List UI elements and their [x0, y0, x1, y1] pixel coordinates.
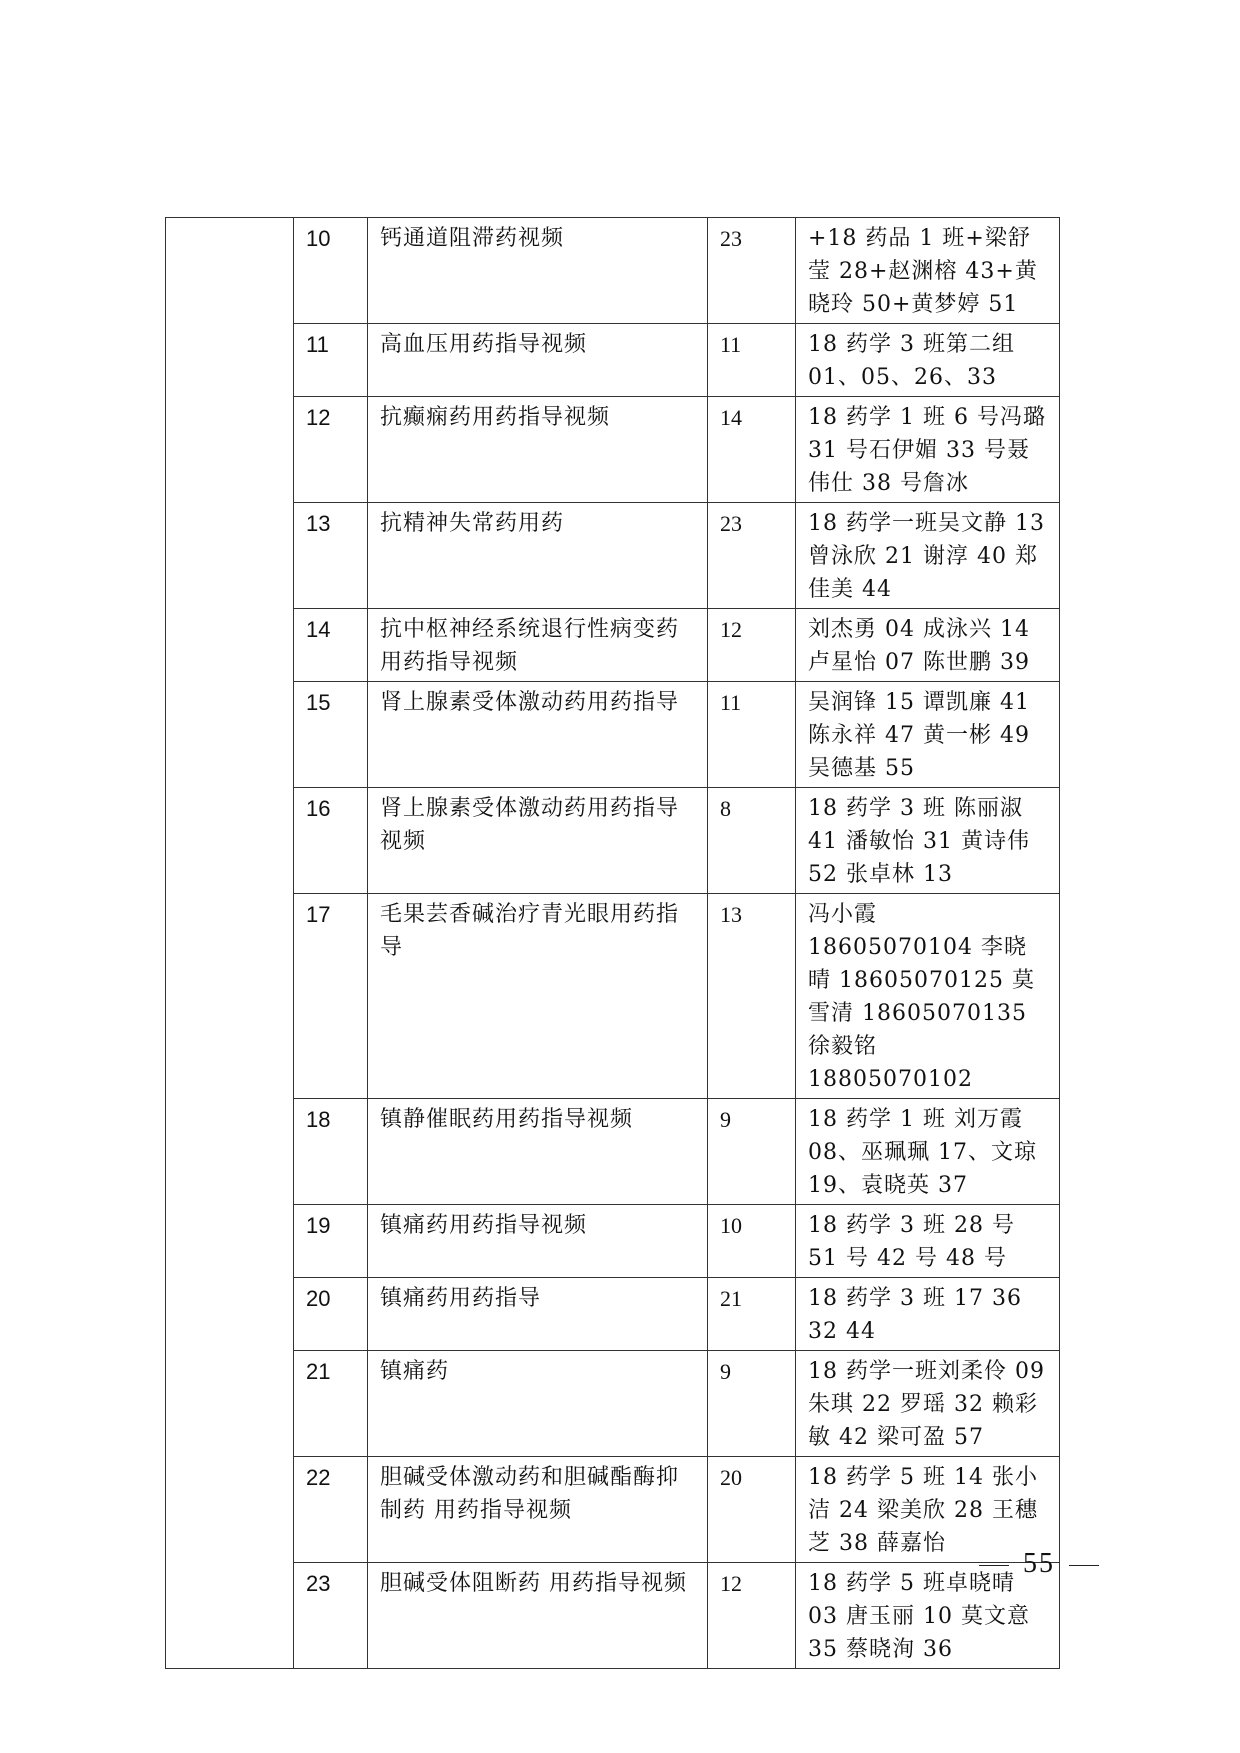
member-count-cell: 20: [708, 1457, 796, 1563]
member-count-cell: 13: [708, 894, 796, 1099]
project-title-cell: 胆碱受体激动药和胆碱酯酶抑制药 用药指导视频: [368, 1457, 708, 1563]
members-cell: 18 药学 3 班 陈丽淑 41 潘敏怡 31 黄诗伟 52 张卓林 13: [796, 788, 1060, 894]
project-title-cell: 镇痛药用药指导: [368, 1278, 708, 1351]
project-title-cell: 抗精神失常药用药: [368, 503, 708, 609]
members-cell: 18 药学 1 班 刘万霞 08、巫珮珮 17、文琼 19、袁晓英 37: [796, 1099, 1060, 1205]
table-row: [166, 1351, 1060, 1457]
members-cell: 18 药学 3 班第二组 01、05、26、33: [796, 324, 1060, 397]
table-row: [166, 1099, 1060, 1205]
members-cell: +18 药品 1 班+梁舒莹 28+赵渊榕 43+黄晓玲 50+黄梦婷 51: [796, 218, 1060, 324]
project-table: [165, 217, 1060, 1669]
table-row: [166, 1563, 1060, 1669]
members-cell: 18 药学 5 班 14 张小洁 24 梁美欣 28 王穗芝 38 薛嘉怡: [796, 1457, 1060, 1563]
members-cell: 18 药学 3 班 28 号 51 号 42 号 48 号: [796, 1205, 1060, 1278]
project-title-cell: 钙通道阻滞药视频: [368, 218, 708, 324]
members-cell: 18 药学一班吴文静 13 曾泳欣 21 谢淳 40 郑佳美 44: [796, 503, 1060, 609]
row-number-cell: 14: [294, 609, 368, 682]
member-count-cell: 21: [708, 1278, 796, 1351]
members-cell: 吴润锋 15 谭凯廉 41 陈永祥 47 黄一彬 49 吴德基 55: [796, 682, 1060, 788]
table-body: [166, 218, 1060, 1669]
member-count-cell: 23: [708, 503, 796, 609]
members-cell: 18 药学 5 班卓晓晴 03 唐玉丽 10 莫文意 35 蔡晓洵 36: [796, 1563, 1060, 1669]
project-title-cell: 胆碱受体阻断药 用药指导视频: [368, 1563, 708, 1669]
row-number-cell: 12: [294, 397, 368, 503]
row-number-cell: 20: [294, 1278, 368, 1351]
table-row: [166, 324, 1060, 397]
member-count-cell: 23: [708, 218, 796, 324]
project-title-cell: 抗癫痫药用药指导视频: [368, 397, 708, 503]
member-count-cell: 11: [708, 682, 796, 788]
page-dash-left: [979, 1565, 1009, 1566]
row-number-cell: 15: [294, 682, 368, 788]
row-number-cell: 18: [294, 1099, 368, 1205]
project-title-cell: 毛果芸香碱治疗青光眼用药指导: [368, 894, 708, 1099]
row-number-cell: 21: [294, 1351, 368, 1457]
member-count-cell: 9: [708, 1099, 796, 1205]
table-row: [166, 397, 1060, 503]
members-cell: 18 药学 1 班 6 号冯璐 31 号石伊媚 33 号聂伟仕 38 号詹冰: [796, 397, 1060, 503]
table-row: [166, 894, 1060, 1099]
table-row: [166, 609, 1060, 682]
table-row: [166, 788, 1060, 894]
project-title-cell: 高血压用药指导视频: [368, 324, 708, 397]
table-row: [166, 503, 1060, 609]
row-number-cell: 16: [294, 788, 368, 894]
member-count-cell: 10: [708, 1205, 796, 1278]
row-number-cell: 22: [294, 1457, 368, 1563]
member-count-cell: 11: [708, 324, 796, 397]
table-row: [166, 1278, 1060, 1351]
member-count-cell: 14: [708, 397, 796, 503]
members-cell: 18 药学一班刘柔伶 09 朱琪 22 罗瑶 32 赖彩敏 42 梁可盈 57: [796, 1351, 1060, 1457]
member-count-cell: 8: [708, 788, 796, 894]
page-dash-right: [1069, 1565, 1099, 1566]
row-number-cell: 17: [294, 894, 368, 1099]
page-number: [965, 1548, 1113, 1580]
row-number-cell: 13: [294, 503, 368, 609]
table-row: [166, 682, 1060, 788]
project-title-cell: 肾上腺素受体激动药用药指导: [368, 682, 708, 788]
row-number-cell: 10: [294, 218, 368, 324]
project-title-cell: 镇静催眠药用药指导视频: [368, 1099, 708, 1205]
project-title-cell: 抗中枢神经系统退行性病变药用药指导视频: [368, 609, 708, 682]
members-cell: 18 药学 3 班 17 36 32 44: [796, 1278, 1060, 1351]
member-count-cell: 9: [708, 1351, 796, 1457]
member-count-cell: 12: [708, 609, 796, 682]
project-title-cell: 肾上腺素受体激动药用药指导视频: [368, 788, 708, 894]
table-row: [166, 1457, 1060, 1563]
table-row: [166, 218, 1060, 324]
page-number-text: 55: [1023, 1548, 1055, 1579]
members-cell: 刘杰勇 04 成泳兴 14 卢星怡 07 陈世鹏 39: [796, 609, 1060, 682]
category-cell: [166, 218, 294, 1669]
project-title-cell: 镇痛药用药指导视频: [368, 1205, 708, 1278]
row-number-cell: 19: [294, 1205, 368, 1278]
table-row: [166, 1205, 1060, 1278]
row-number-cell: 11: [294, 324, 368, 397]
row-number-cell: 23: [294, 1563, 368, 1669]
project-title-cell: 镇痛药: [368, 1351, 708, 1457]
member-count-cell: 12: [708, 1563, 796, 1669]
members-cell: 冯小霞 18605070104 李晓晴 18605070125 莫雪清 18605070135 徐毅铭 18805070102: [796, 894, 1060, 1099]
